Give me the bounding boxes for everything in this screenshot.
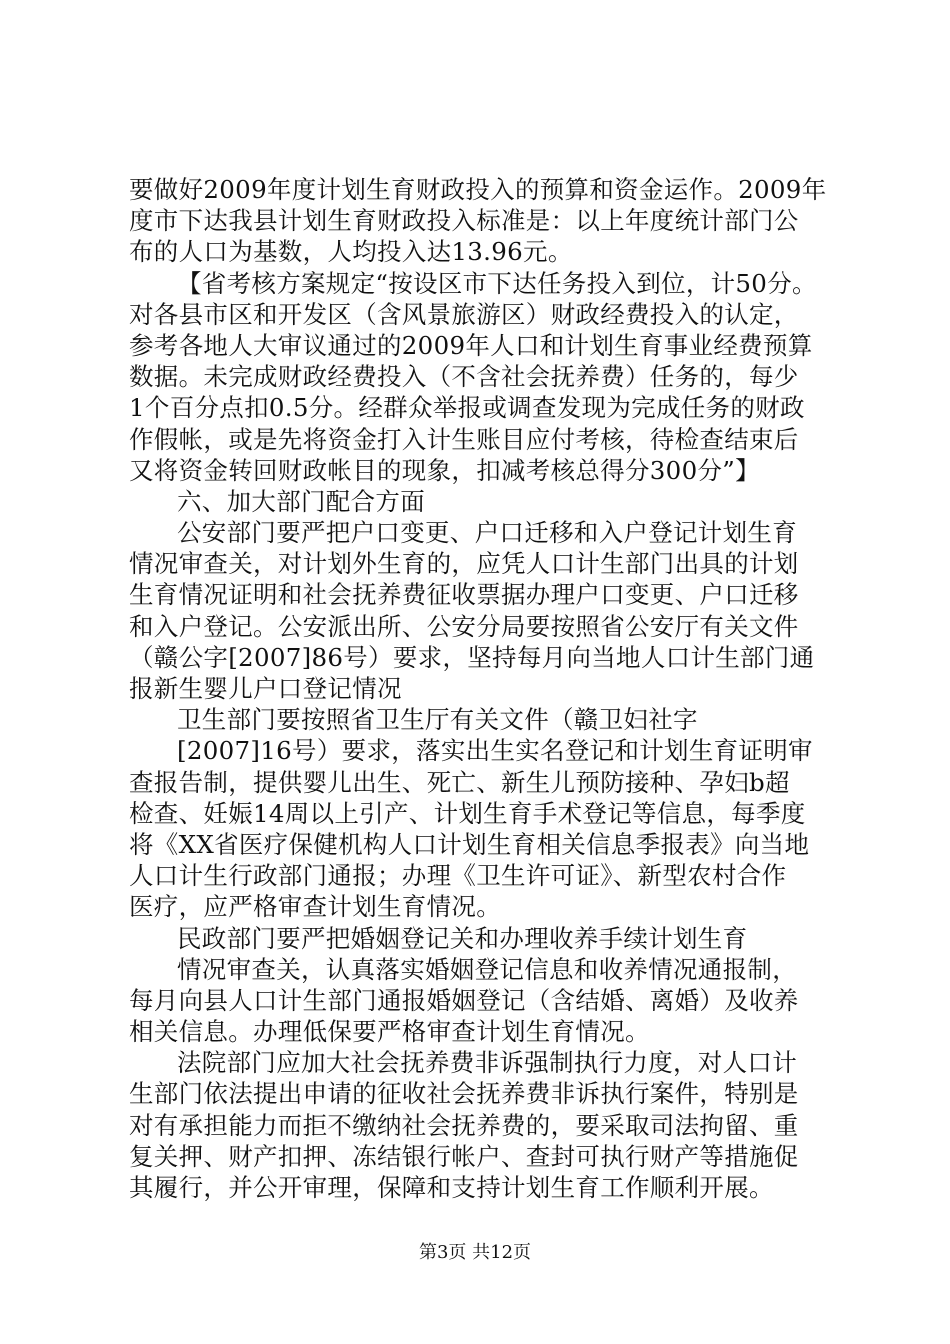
- text-line: 要做好2009年度计划生育财政投入的预算和资金运作。2009年: [129, 175, 827, 204]
- text-line: 对有承担能力而拒不缴纳社会抚养费的，要采取司法拘留、重: [129, 1110, 799, 1140]
- paragraph-start-line: 法院部门应加大社会抚养费非诉强制执行力度，对人口计: [177, 1048, 797, 1078]
- paragraph-start-line: 卫生部门要按照省卫生厅有关文件（赣卫妇社字: [177, 705, 698, 735]
- text-line: 生部门依法提出申请的征收社会抚养费非诉执行案件，特别是: [129, 1079, 799, 1109]
- text-line: 参考各地人大审议通过的2009年人口和计划生育事业经费预算: [129, 330, 813, 360]
- text-line: 情况审查关，认真落实婚姻登记信息和收养情况通报制，: [177, 954, 797, 984]
- text-line: 数据。未完成财政经费投入（不含社会抚养费）任务的，每少: [129, 362, 799, 392]
- text-line: 每月向县人口计生部门通报婚姻登记（含结婚、离婚）及收养: [129, 985, 799, 1015]
- text-line: 相关信息。办理低保要严格审查计划生育情况。: [129, 1017, 650, 1047]
- text-line: 复关押、财产扣押、冻结银行帐户、查封可执行财产等措施促: [129, 1141, 799, 1171]
- text-line: 情况审查关，对计划外生育的，应凭人口计生部门出具的计划: [129, 549, 799, 579]
- text-line: 1个百分点扣0.5分。经群众举报或调查发现为完成任务的财政: [129, 393, 805, 423]
- text-line: 检查、妊娠14周以上引产、计划生育手术登记等信息，每季度: [129, 798, 806, 828]
- text-line: 度市下达我县计划生育财政投入标准是：以上年度统计部门公: [129, 206, 799, 236]
- paragraph-start-line: 【省考核方案规定“按设区市下达任务投入到位，计50分。: [177, 268, 817, 298]
- text-line: 对各县市区和开发区（含风景旅游区）财政经费投入的认定，: [129, 299, 799, 329]
- text-line: 查报告制，提供婴儿出生、死亡、新生儿预防接种、孕妇b超: [129, 767, 790, 797]
- text-line: [2007]16号）要求，落实出生实名登记和计划生育证明审: [177, 736, 813, 766]
- text-line: 生育情况证明和社会抚养费征收票据办理户口变更、户口迁移: [129, 580, 799, 610]
- paragraph-start-line: 公安部门要严把户口变更、户口迁移和入户登记计划生育: [177, 518, 797, 548]
- text-line: 人口计生行政部门通报；办理《卫生许可证》、新型农村合作: [129, 861, 787, 891]
- text-line: 布的人口为基数，人均投入达13.96元。: [129, 237, 573, 267]
- text-line: 其履行，并公开审理，保障和支持计划生育工作顺利开展。: [129, 1173, 774, 1202]
- text-line: （赣公字[2007]86号）要求，坚持每月向当地人口计生部门通: [129, 642, 815, 672]
- document-body: [129, 174, 849, 1203]
- paragraph-start-line: 民政部门要严把婚姻登记关和办理收养手续计划生育: [177, 923, 748, 953]
- text-line: 和入户登记。公安派出所、公安分局要按照省公安厅有关文件: [129, 611, 799, 641]
- text-line: 医疗，应严格审查计划生育情况。: [129, 892, 501, 922]
- text-line: 又将资金转回财政帐目的现象，扣减考核总得分300分”】: [129, 455, 760, 485]
- section-heading: 六、加大部门配合方面: [177, 486, 425, 516]
- text-line: 将《XX省医疗保健机构人口计划生育相关信息季报表》向当地: [129, 829, 810, 859]
- page-number-footer: 第3页 共12页: [418, 1242, 532, 1263]
- text-line: 报新生婴儿户口登记情况: [129, 674, 402, 703]
- text-line: 作假帐，或是先将资金打入计生账目应付考核，待检查结束后: [129, 424, 799, 454]
